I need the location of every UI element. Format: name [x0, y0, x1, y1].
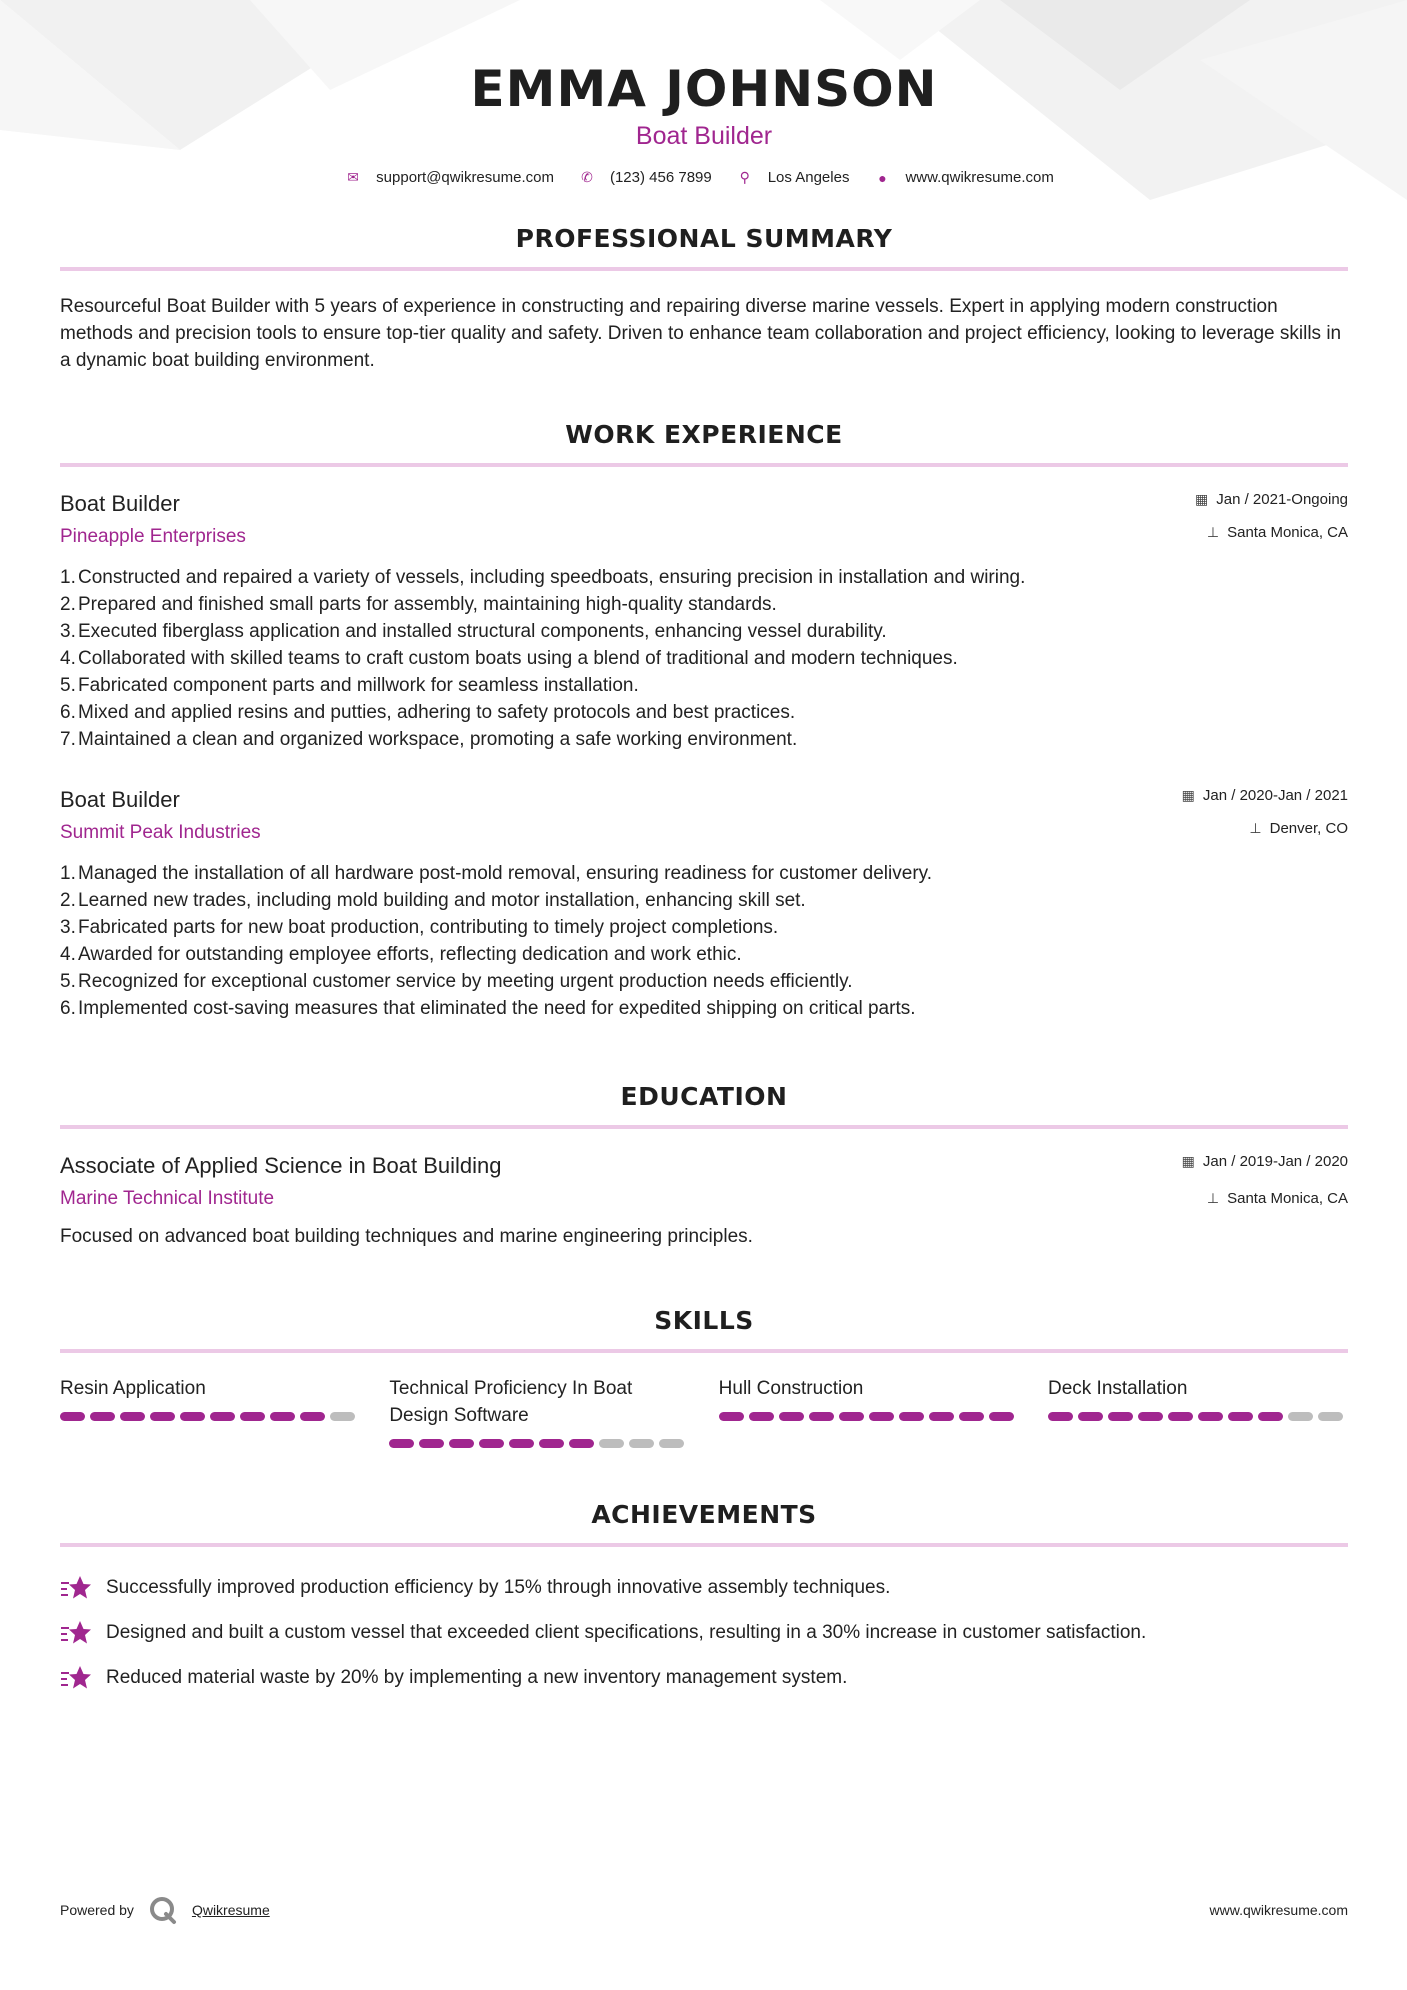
skill-dot-filled: [569, 1439, 594, 1448]
job-bullets: [60, 564, 1348, 753]
skill-rating: [719, 1412, 1019, 1421]
skill-dot-filled: [270, 1412, 295, 1421]
skill-dot-filled: [1078, 1412, 1103, 1421]
job-entry: [60, 491, 1348, 753]
globe-icon: ●: [878, 169, 887, 186]
skill-dot-filled: [210, 1412, 235, 1421]
skill-dot-filled: [839, 1412, 864, 1421]
skill-dot-filled: [719, 1412, 744, 1421]
education-entry: [60, 1153, 1348, 1248]
skill-item: [60, 1375, 360, 1448]
skill-dot-empty: [1318, 1412, 1343, 1421]
skills-section: [60, 1306, 1348, 1448]
skill-dot-filled: [989, 1412, 1014, 1421]
star-icon: [60, 1664, 92, 1692]
skill-dot-filled: [1168, 1412, 1193, 1421]
section-divider: [60, 1543, 1348, 1547]
calendar-icon: ▦: [1181, 787, 1195, 803]
skill-dot-filled: [479, 1439, 504, 1448]
skill-dot-filled: [1108, 1412, 1133, 1421]
skill-dot-filled: [419, 1439, 444, 1448]
skill-dot-empty: [629, 1439, 654, 1448]
skills-heading: SKILLS: [654, 1306, 754, 1335]
skills-grid: [60, 1375, 1348, 1448]
skill-rating: [1048, 1412, 1348, 1421]
summary-heading: PROFESSIONAL SUMMARY: [515, 224, 893, 253]
skill-item: [389, 1375, 689, 1448]
skill-dot-filled: [749, 1412, 774, 1421]
skill-dot-filled: [869, 1412, 894, 1421]
candidate-title: Boat Builder: [635, 122, 773, 150]
list-item: 6. Implemented cost-saving measures that eliminated the need for expedited shipping on critical parts.: [60, 998, 916, 1019]
skill-rating: [60, 1412, 360, 1421]
achievements-list: [60, 1565, 1348, 1700]
pushpin-icon: ⊥: [1206, 524, 1220, 540]
education-location: Santa Monica, CA: [1227, 1190, 1348, 1207]
skill-dot-filled: [300, 1412, 325, 1421]
skill-rating: [389, 1439, 689, 1448]
list-item: 1. Constructed and repaired a variety of vessels, including speedboats, ensuring precision in installation and wiring.: [60, 567, 1026, 588]
job-location: Denver, CO: [1269, 820, 1348, 837]
list-item: 3. Fabricated parts for new boat production, contributing to timely project completions.: [60, 917, 779, 938]
skill-dot-filled: [959, 1412, 984, 1421]
map-pin-icon: ⚲: [739, 169, 750, 185]
achievement-item: [60, 1610, 1348, 1655]
envelope-icon: ✉: [347, 169, 360, 185]
skill-dot-filled: [929, 1412, 954, 1421]
list-item: 4. Awarded for outstanding employee efforts, reflecting dedication and work ethic.: [60, 944, 742, 965]
skill-dot-filled: [449, 1439, 474, 1448]
skill-dot-filled: [180, 1412, 205, 1421]
resume-page: [60, 0, 1348, 1990]
website-text: www.qwikresume.com: [905, 169, 1054, 186]
skill-dot-filled: [240, 1412, 265, 1421]
job-company: Summit Peak Industries: [60, 822, 261, 843]
job-role: Boat Builder: [60, 787, 180, 812]
list-item: 3. Executed fiberglass application and installed structural components, enhancing vessel durability.: [60, 621, 887, 642]
candidate-name: EMMA JOHNSON: [470, 60, 938, 118]
contact-location: [736, 169, 850, 186]
phone-text: (123) 456 7899: [609, 169, 712, 186]
skill-dot-empty: [1288, 1412, 1313, 1421]
achievement-text: Reduced material waste by 20% by implementing a new inventory management system.: [106, 1666, 848, 1688]
list-item: 1. Managed the installation of all hardware post-mold removal, ensuring readiness for customer delivery.: [60, 863, 933, 884]
education-heading: EDUCATION: [620, 1082, 788, 1111]
skill-dot-filled: [539, 1439, 564, 1448]
list-item: 7. Maintained a clean and organized workspace, promoting a safe working environment.: [60, 729, 798, 750]
skill-dot-empty: [330, 1412, 355, 1421]
contact-bar: [60, 169, 1348, 186]
skill-name: Resin Application: [60, 1378, 206, 1399]
job-company: Pineapple Enterprises: [60, 526, 246, 547]
skill-dot-filled: [1258, 1412, 1283, 1421]
education-description: Focused on advanced boat building techniques and marine engineering principles.: [60, 1226, 753, 1247]
calendar-icon: ▦: [1181, 1153, 1195, 1169]
star-icon: [60, 1619, 92, 1647]
job-bullets: [60, 860, 1348, 1022]
skill-dot-filled: [509, 1439, 534, 1448]
skill-dot-filled: [60, 1412, 85, 1421]
footer-website[interactable]: www.qwikresume.com: [1209, 1902, 1348, 1918]
skill-dot-filled: [899, 1412, 924, 1421]
education-section: [60, 1082, 1348, 1248]
pushpin-icon: ⊥: [1206, 1190, 1220, 1206]
job-dates: Jan / 2020-Jan / 2021: [1202, 787, 1348, 804]
skill-dot-filled: [150, 1412, 175, 1421]
skill-dot-filled: [809, 1412, 834, 1421]
qwikresume-logo-icon: [148, 1895, 178, 1925]
list-item: 2. Learned new trades, including mold building and motor installation, enhancing skill set.: [60, 890, 806, 911]
skill-dot-filled: [90, 1412, 115, 1421]
skill-dot-filled: [1048, 1412, 1073, 1421]
skill-name: Hull Construction: [718, 1378, 864, 1399]
summary-text: Resourceful Boat Builder with 5 years of experience in constructing and repairing diverse marine vessels. Expert in applying modern construction methods and precision tools to ensure top-tier quality and safety. Driven to enhance team collaboration and project efficiency, looking to leverage skills in a dynamic boat building environment.: [60, 296, 1342, 371]
skill-item: [719, 1375, 1019, 1448]
list-item: 5. Fabricated component parts and millwork for seamless installation.: [60, 675, 639, 696]
section-divider: [60, 267, 1348, 271]
achievement-text: Designed and built a custom vessel that exceeded client specifications, resulting in a 30% increase in customer satisfaction.: [106, 1621, 1147, 1643]
education-dates: Jan / 2019-Jan / 2020: [1202, 1153, 1348, 1170]
calendar-icon: ▦: [1195, 491, 1209, 507]
list-item: 5. Recognized for exceptional customer service by meeting urgent production needs efficiently.: [60, 971, 853, 992]
job-role: Boat Builder: [60, 491, 180, 516]
skill-item: [1048, 1375, 1348, 1448]
powered-by-label: Powered by: [60, 1902, 134, 1918]
skill-dot-empty: [599, 1439, 624, 1448]
star-icon: [60, 1574, 92, 1602]
skill-dot-filled: [1228, 1412, 1253, 1421]
email-text: support@qwikresume.com: [376, 169, 554, 186]
list-item: 6. Mixed and applied resins and putties, adhering to safety protocols and best practices.: [60, 702, 796, 723]
resume-header: [60, 0, 1348, 186]
contact-phone[interactable]: [578, 169, 712, 186]
skill-dot-filled: [1198, 1412, 1223, 1421]
skill-dot-empty: [659, 1439, 684, 1448]
achievement-item: [60, 1655, 1348, 1700]
contact-email[interactable]: [344, 169, 554, 186]
section-divider: [60, 1125, 1348, 1129]
skill-name: Deck Installation: [1047, 1378, 1188, 1399]
phone-icon: ✆: [581, 169, 593, 185]
school-name: Marine Technical Institute: [60, 1188, 275, 1209]
experience-heading: WORK EXPERIENCE: [565, 420, 843, 449]
job-dates: Jan / 2021-Ongoing: [1216, 491, 1348, 508]
location-text: Los Angeles: [767, 169, 850, 186]
section-divider: [60, 1349, 1348, 1353]
achievements-section: [60, 1500, 1348, 1700]
experience-section: [60, 420, 1348, 1022]
skill-dot-filled: [779, 1412, 804, 1421]
skill-name: Technical Proficiency In Boat Design Software: [389, 1378, 633, 1426]
page-footer: [60, 1895, 1348, 1925]
achievement-item: [60, 1565, 1348, 1610]
skill-dot-filled: [389, 1439, 414, 1448]
achievement-text: Successfully improved production efficiency by 15% through innovative assembly techniques.: [106, 1576, 891, 1598]
pushpin-icon: ⊥: [1249, 820, 1262, 836]
list-item: 2. Prepared and finished small parts for assembly, maintaining high-quality standards.: [60, 594, 777, 615]
qwikresume-link[interactable]: Qwikresume: [191, 1902, 270, 1918]
skill-dot-filled: [1138, 1412, 1163, 1421]
section-divider: [60, 463, 1348, 467]
contact-website[interactable]: [873, 169, 1053, 186]
job-location: Santa Monica, CA: [1227, 524, 1348, 541]
achievements-heading: ACHIEVEMENTS: [591, 1500, 817, 1529]
skill-dot-filled: [120, 1412, 145, 1421]
list-item: 4. Collaborated with skilled teams to craft custom boats using a blend of traditional and modern techniques.: [60, 648, 958, 669]
job-entry: [60, 787, 1348, 1022]
summary-section: [60, 224, 1348, 374]
degree-name: Associate of Applied Science in Boat Building: [60, 1153, 502, 1178]
